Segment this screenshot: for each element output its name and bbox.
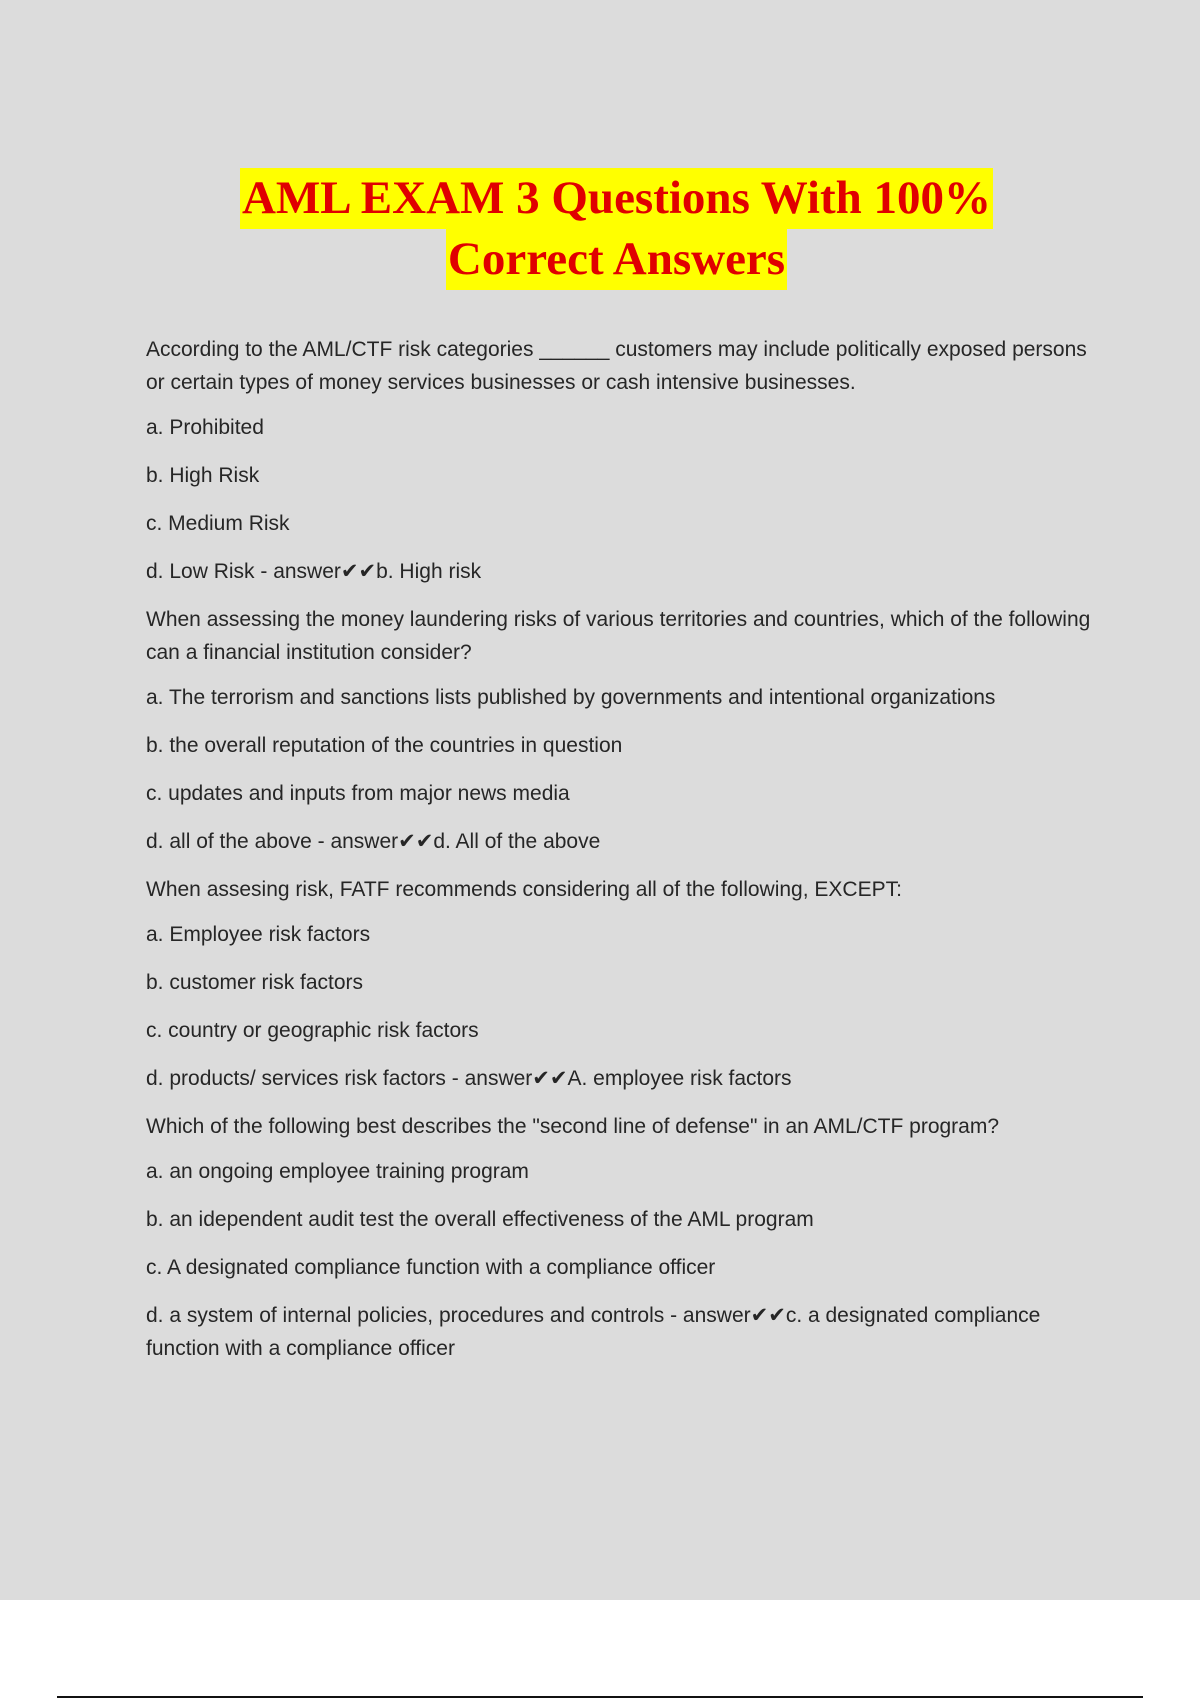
question-1-text: According to the AML/CTF risk categories ______ customers may include politically exposed persons or certain types of money services businesses or cash intensive businesses. (146, 338, 1087, 394)
question-2-option-c: c. updates and inputs from major news media (146, 782, 570, 805)
question-4-option-c: c. A designated compliance function with a compliance officer (146, 1256, 716, 1279)
question-4-option-a: a. an ongoing employee training program (146, 1160, 529, 1183)
question-3-text: When assesing risk, FATF recommends considering all of the following, EXCEPT: (146, 878, 902, 901)
question-1-option-a: a. Prohibited (146, 416, 264, 439)
question-2-option-d: d. all of the above - answer✔✔d. All of the above (146, 830, 601, 853)
question-1-option-c: c. Medium Risk (146, 512, 290, 535)
question-2-option-b: b. the overall reputation of the countries in question (146, 734, 623, 757)
question-1-option-b: b. High Risk (146, 464, 260, 487)
questions-content (146, 333, 1096, 1380)
question-4-option-d: d. a system of internal policies, procedures and controls - answer✔✔c. a designated compliance function with a compliance officer (146, 1304, 1041, 1360)
question-3-option-d: d. products/ services risk factors - answer✔✔A. employee risk factors (146, 1067, 792, 1090)
question-4-text: Which of the following best describes the "second line of defense" in an AML/CTF program? (146, 1115, 1000, 1138)
document-title (0, 168, 1200, 290)
question-2-option-a: a. The terrorism and sanctions lists published by governments and intentional organizations (146, 686, 996, 709)
title-line-2: Correct Answers (446, 229, 787, 290)
question-3-option-a: a. Employee risk factors (146, 923, 371, 946)
question-3-option-b: b. customer risk factors (146, 971, 364, 994)
question-4-option-b: b. an idependent audit test the overall effectiveness of the AML program (146, 1208, 814, 1231)
question-2-text: When assessing the money laundering risks of various territories and countries, which of the following can a financial institution consider? (146, 608, 1091, 664)
footer-divider (57, 1696, 1143, 1698)
question-1-option-d: d. Low Risk - answer✔✔b. High risk (146, 560, 482, 583)
question-3-option-c: c. country or geographic risk factors (146, 1019, 479, 1042)
title-line-1: AML EXAM 3 Questions With 100% (240, 168, 993, 229)
